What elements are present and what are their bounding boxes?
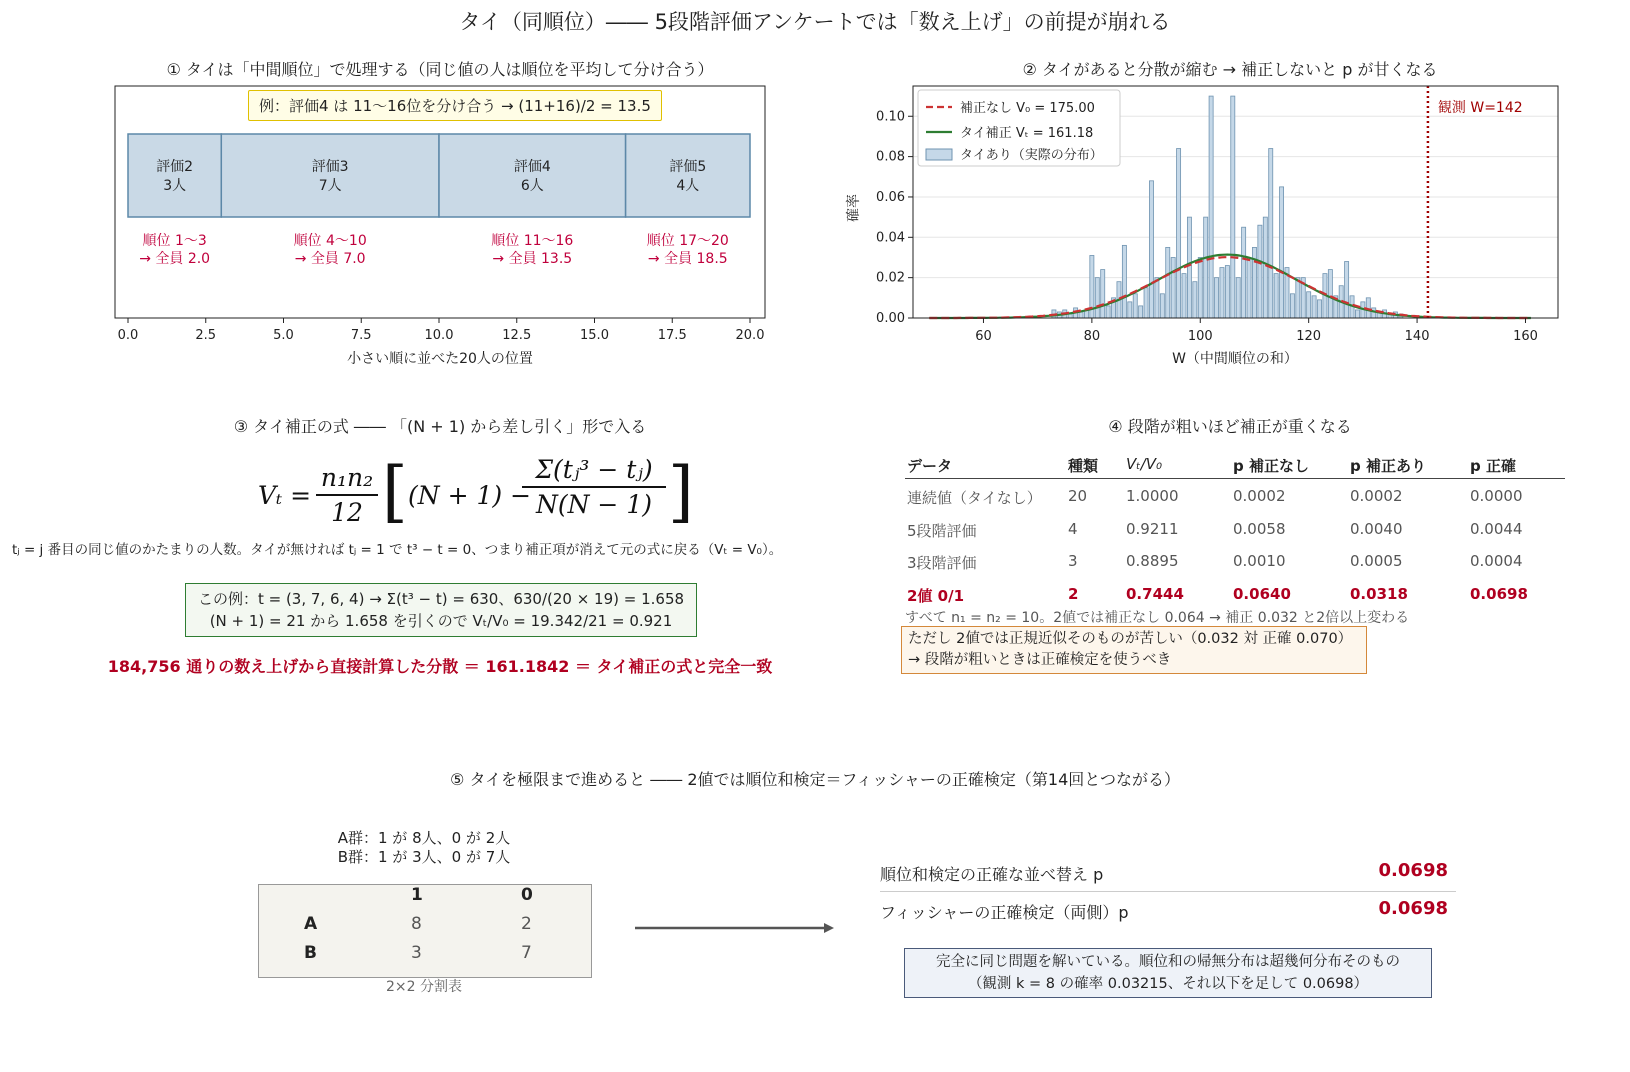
result2-value: 0.0698 (1378, 898, 1448, 919)
table-row-b-label: B (304, 943, 317, 963)
panel3-example-line2: (N + 1) = 21 から 1.658 を引くので Vₜ/V₀ = 19.342/21 = 0.921 (209, 612, 673, 630)
histogram-bar (1247, 257, 1251, 318)
table-row-a-label: A (304, 914, 318, 934)
histogram-bar (1242, 227, 1246, 318)
main-title: タイ（同順位）―― 5段階評価アンケートでは「数え上げ」の前提が崩れる (459, 10, 1171, 34)
panel3-result: 184,756 通りの数え上げから直接計算した分散 ＝ 161.1842 ＝ タイ補正の式と完全一致 (107, 657, 773, 676)
panel3-note: tⱼ = j 番目の同じ値のかたまりの人数。タイが無ければ tⱼ = 1 で t³ − t = 0、つまり補正項が消えて元の式に戻る（Vₜ = V₀）。 (12, 542, 783, 558)
table-cell: 0.0040 (1350, 519, 1403, 538)
table-header-p-nocorr: p 補正なし (1233, 457, 1309, 475)
histogram-bar (1160, 294, 1164, 318)
table-cell: 0.8895 (1126, 552, 1179, 570)
histogram-bar (1128, 302, 1132, 318)
histogram-bar (1328, 270, 1332, 318)
histogram-bar (1317, 300, 1321, 318)
rating-group-rank: 順位 4〜10 (293, 233, 367, 249)
group-a-description: A群：1 が 8人、0 が 2人 (337, 829, 511, 847)
panel5-conclusion-line1: 完全に同じ問題を解いている。順位和の帰無分布は超幾何分布そのもの (936, 954, 1400, 970)
chart-ytick-label: 0.00 (876, 311, 905, 326)
table-cell-a-1: 8 (411, 914, 422, 934)
panel4-caution-line1: ただし 2値では正規近似そのものが苦しい（0.032 対 正確 0.070） (908, 631, 1353, 647)
result1-label: 順位和検定の正確な並べ替え p (880, 865, 1104, 884)
panel1-xtick-label: 15.0 (580, 328, 609, 343)
chart-ytick-label: 0.02 (876, 270, 905, 286)
panel4-caution-box (901, 626, 1367, 674)
histogram-bar (1187, 217, 1191, 318)
histogram-bar (1101, 270, 1105, 318)
histogram-bar (1236, 278, 1240, 318)
panel3-title: ③ タイ補正の式 ―― 「(N + 1) から差し引く」形で入る (233, 417, 647, 436)
histogram-bar (1312, 296, 1316, 318)
histogram-bar (1193, 282, 1197, 318)
rating-group-block (626, 134, 750, 217)
chart-ytick-label: 0.10 (876, 109, 905, 125)
chart-xtick-label: 100 (1187, 329, 1213, 344)
table-cell: 0.0058 (1233, 519, 1286, 538)
panel1-example-box: 例：評価4 は 11〜16位を分け合う → (11+16)/2 = 13.5 (248, 90, 662, 121)
group-description (258, 829, 590, 867)
rating-group-label: 評価2 (156, 159, 194, 175)
histogram-bar (1372, 308, 1376, 318)
result2-label: フィッシャーの正確検定（両側）p (880, 903, 1129, 922)
panel3-example-line1: この例：t = (3, 7, 6, 4) → Σ(t³ − t) = 630、630/(20 × 19) = 1.658 (197, 590, 685, 608)
panel1-xtick-label: 10.0 (424, 328, 454, 343)
chart-ytick-label: 0.08 (876, 149, 905, 165)
table-col-1: 1 (411, 885, 423, 905)
table-cell: 連続値（タイなし） (907, 489, 1042, 507)
table-cell: 2 (1068, 584, 1079, 603)
table-cell: 4 (1068, 519, 1078, 538)
chart-ytick-label: 0.06 (876, 189, 905, 205)
panel1-xtick-label: 2.5 (195, 328, 217, 343)
chart-legend (918, 90, 1120, 166)
rating-group-rank: 順位 11〜16 (491, 233, 574, 249)
chart-xtick-label: 60 (975, 329, 992, 344)
table-col-0: 0 (521, 885, 533, 905)
panel4-table (905, 452, 1565, 622)
histogram-bar (1263, 217, 1267, 318)
panel1-xtick-label: 12.5 (502, 328, 532, 343)
chart-ytick-label: 0.04 (876, 230, 905, 246)
histogram-bar (1079, 312, 1083, 318)
panel1-xtick-label: 0.0 (117, 328, 139, 343)
formula-inner-left: (N + 1) − (408, 481, 532, 510)
formula-denominator: 12 (331, 498, 363, 527)
table-cell: 0.0640 (1233, 584, 1291, 603)
table-cell: 3段階評価 (907, 554, 977, 572)
histogram-bar (1106, 306, 1110, 318)
panel5-title: ⑤ タイを極限まで進めると ―― 2値では順位和検定＝フィッシャーの正確検定（第14回とつながる） (450, 770, 1180, 789)
rating-group-rank: 順位 17〜20 (646, 233, 729, 249)
table-header-kinds: 種類 (1068, 457, 1099, 475)
table-cell: 0.0004 (1470, 552, 1523, 570)
table-cell: 0.0010 (1233, 552, 1286, 570)
rating-group-count: 7人 (318, 178, 342, 194)
panel5-conclusion-box (904, 948, 1432, 998)
rating-group-label: 評価5 (669, 159, 707, 175)
rating-group-average: → 全員 7.0 (294, 251, 366, 267)
rating-group-average: → 全員 13.5 (492, 251, 573, 267)
chart-xtick-label: 120 (1296, 329, 1322, 344)
legend-no-correction: 補正なし V₀ = 175.00 (960, 101, 1095, 116)
histogram-chart (840, 80, 1580, 375)
arrow-icon (632, 918, 842, 938)
legend-swatch-hist (926, 149, 952, 160)
panel4-caution-line2: → 段階が粗いときは正確検定を使うべき (908, 652, 1172, 668)
panel1-xtick-label: 20.0 (735, 328, 765, 343)
histogram-bar (1144, 288, 1148, 318)
table-cell: 0.0044 (1470, 519, 1523, 538)
rating-group-block (439, 134, 626, 217)
histogram-bar (1307, 292, 1311, 318)
table-cell-a-0: 2 (521, 914, 532, 934)
histogram-bar (1122, 245, 1126, 318)
histogram-bar (1225, 266, 1229, 318)
formula-inner-fraction (522, 455, 666, 519)
histogram-bar (1166, 247, 1170, 318)
observed-w-label: 観測 W=142 (1437, 100, 1523, 116)
table-cell: 0.0000 (1470, 487, 1523, 505)
rating-group-average: → 全員 2.0 (139, 251, 211, 267)
histogram-bar (1204, 217, 1208, 318)
group-b-description: B群：1 が 3人、0 が 7人 (337, 848, 511, 866)
histogram-bar (1274, 274, 1278, 318)
rating-group-count: 4人 (676, 178, 700, 194)
histogram-bar (1095, 278, 1099, 318)
panel1-xlabel: 小さい順に並べた20人の位置 (347, 351, 533, 367)
table-cell: 1.0000 (1126, 487, 1179, 505)
histogram-bar (1220, 268, 1224, 318)
panel5-conclusion-line2: （観測 k = 8 の確率 0.03215、それ以下を足して 0.0698） (967, 976, 1369, 992)
histogram-bar (1296, 278, 1300, 318)
histogram-bar (1231, 96, 1235, 318)
legend-corrected: タイ補正 Vₜ = 161.18 (960, 126, 1094, 141)
panel1-title: ① タイは「中間順位」で処理する（同じ値の人は順位を平均して分け合う） (166, 60, 714, 79)
histogram-bar (1280, 187, 1284, 318)
table-cell: 0.0005 (1350, 552, 1403, 570)
chart-xlabel: W（中間順位の和） (1172, 351, 1298, 367)
histogram-bar (1139, 306, 1143, 318)
formula-numerator: n₁n₂ (320, 463, 374, 492)
table-cell: 0.7444 (1126, 584, 1184, 603)
legend-hist: タイあり（実際の分布） (960, 148, 1103, 163)
table-header-p-corr: p 補正あり (1350, 457, 1426, 475)
formula-lhs: Vₜ = (258, 481, 312, 510)
table-cell-b-0: 7 (521, 943, 532, 963)
rating-group-rank: 順位 1〜3 (142, 233, 207, 249)
formula-fraction (316, 463, 378, 527)
panel4-title: ④ 段階が粗いほど補正が重くなる (1108, 417, 1352, 436)
histogram-bar (1209, 96, 1213, 318)
table-cell: 3 (1068, 552, 1078, 570)
table-cell: 0.0698 (1470, 584, 1528, 603)
histogram-bar (1269, 149, 1273, 318)
curve-tie-corrected (929, 255, 1531, 318)
histogram-bar (1171, 257, 1175, 318)
panel1-xtick-label: 7.5 (350, 328, 372, 343)
chart-title: ② タイがあると分散が縮む → 補正しないと p が甘くなる (1022, 60, 1438, 79)
table-cell-b-1: 3 (411, 943, 422, 963)
panel1-xtick-label: 17.5 (657, 328, 687, 343)
result1-value: 0.0698 (1378, 860, 1448, 881)
histogram-bar (1355, 310, 1359, 318)
rating-group-label: 評価4 (513, 159, 551, 175)
histogram-bar (1345, 262, 1349, 318)
formula-inner-denominator: N(N − 1) (535, 490, 652, 519)
histogram-bar (1258, 225, 1262, 318)
panel3-example-box (185, 583, 697, 637)
histogram-bar (1155, 278, 1159, 318)
histogram-bar (1149, 181, 1153, 318)
chart-xtick-label: 140 (1404, 329, 1430, 344)
chart-ylabel: 確率 (846, 194, 862, 222)
formula-inner-numerator: Σ(tⱼ³ − tⱼ) (535, 455, 653, 484)
histogram-bar (1198, 257, 1202, 318)
rating-group-block (128, 134, 221, 217)
table-header-ratio: Vₜ/V₀ (1126, 455, 1163, 473)
histogram-bar (1182, 274, 1186, 318)
table-cell: 0.9211 (1126, 519, 1179, 538)
rating-group-count: 6人 (520, 178, 544, 194)
table-header-data: データ (907, 457, 953, 475)
contingency-table (258, 884, 592, 978)
rating-group-count: 3人 (163, 178, 187, 194)
histogram-bar (1177, 149, 1181, 318)
rating-group-label: 評価3 (311, 159, 349, 175)
histogram-bar (1133, 294, 1137, 318)
table-cell: 5段階評価 (907, 521, 977, 540)
curve-no-correction (929, 257, 1531, 318)
chart-xtick-label: 160 (1513, 329, 1538, 344)
panel1-xtick-label: 5.0 (273, 328, 294, 343)
table-header-p-exact: p 正確 (1470, 457, 1516, 475)
table-cell: 0.0002 (1233, 487, 1286, 505)
table-caption: 2×2 分割表 (386, 979, 462, 995)
histogram-bar (1214, 278, 1218, 318)
rating-group-block (221, 134, 439, 217)
histogram-bar (1290, 294, 1294, 318)
rating-group-average: → 全員 18.5 (647, 251, 728, 267)
table-cell: 20 (1068, 487, 1088, 505)
table-cell: 0.0002 (1350, 487, 1403, 505)
panel1-chart (100, 80, 790, 375)
table-cell: 0.0318 (1350, 584, 1408, 603)
chart-xtick-label: 80 (1083, 329, 1101, 344)
tie-correction-formula: Vₜ = n₁n₂ 12 [ (N + 1) − Σ(tⱼ³ − tⱼ) N(N − 1) ] (258, 453, 694, 530)
table-cell: 2値 0/1 (907, 586, 965, 605)
panel4-note: すべて n₁ = n₂ = 10。2値では補正なし 0.064 → 補正 0.032 と2倍以上変わる (905, 610, 1410, 626)
